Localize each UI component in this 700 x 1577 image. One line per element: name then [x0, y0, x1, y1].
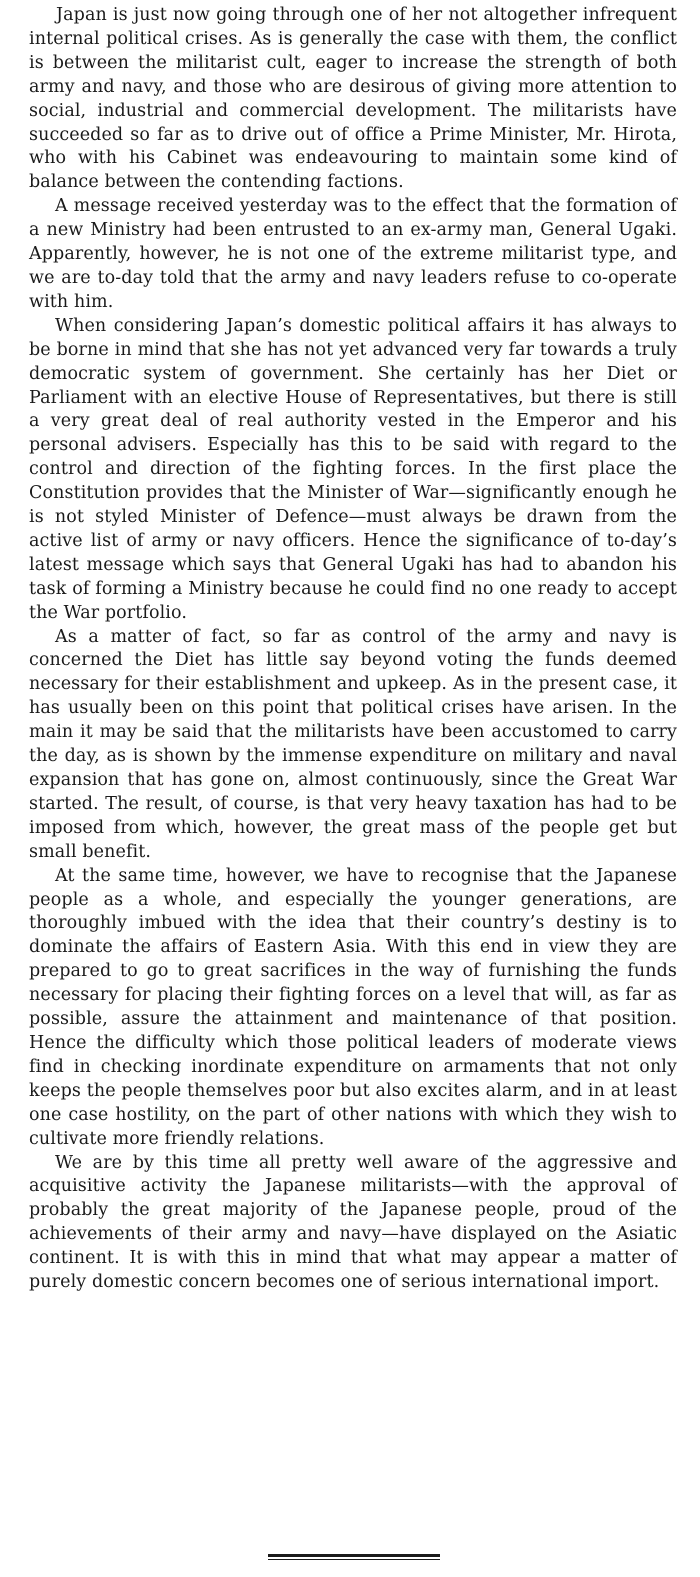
end-of-article-rule [268, 1554, 440, 1560]
rule-thin [268, 1559, 440, 1560]
rule-thick [268, 1554, 440, 1557]
article-paragraph-2: A message received yesterday was to the effect that the formation of a new Ministry had been entrusted to an ex-army man, General Ugaki. Apparently, however, he is not one of the extreme militarist type, and we are to-day told that the army and navy leaders refuse to co-operate with him. [29, 196, 677, 312]
article-paragraph-5: At the same time, however, we have to recognise that the Japanese people as a whole, and especially the younger generations, are thoroughly imbued with the idea that their country’s destiny is to dominate the affairs of Eastern Asia. With this end in view they are prepared to go to great sacrifices in the way of furnishing the funds necessary for placing their fighting forces on a level that will, as far as possible, assure the attainment and maintenance of that position. Hence the difficulty which those political leaders of moderate views find in checking inordinate expenditure on armaments that not only keeps the people themselves poor but also excites alarm, and in at least one case hostility, on the part of other nations with which they wish to cultivate more friendly relations. [29, 865, 677, 1149]
article-paragraph-3: When considering Japan’s domestic political affairs it has always to be borne in mind that she has not yet advanced very far towards a truly democratic system of government. She certainly has her Diet or Parliament with an elective House of Representatives, but there is still a very great deal of real authority vested in the Emperor and his personal advisers. Especially has this to be said with regard to the control and direction of the fighting forces. In the first place the Constitution provides that the Minister of War—significantly enough he is not styled Minister of Defence—must always be drawn from the active list of army or navy officers. Hence the significance of to-day’s latest message which says that General Ugaki has had to abandon his task of forming a Ministry because he could find no one ready to accept the War portfolio. [29, 315, 677, 623]
article-paragraph-6: We are by this time all pretty well aware of the aggressive and acquisitive activity the Japanese militarists—with the approval of probably the great majority of the Japanese people, proud of the achievements of their army and navy—have displayed on the Asiatic continent. It is with this in mind that what may appear a matter of purely domestic concern becomes one of serious international import. [29, 1152, 677, 1293]
article-body [29, 4, 677, 1295]
article-paragraph-1: Japan is just now going through one of her not altogether infrequent internal political crises. As is generally the case with them, the conflict is between the militarist cult, eager to increase the strength of both army and navy, and those who are desirous of giving more attention to social, industrial and commercial development. The militarists have succeeded so far as to drive out of office a Prime Minister, Mr. Hirota, who with his Cabinet was endeavouring to maintain some kind of balance between the contending factions. [29, 5, 677, 193]
article-paragraph-4: As a matter of fact, so far as control of the army and navy is concerned the Diet has little say beyond voting the funds deemed necessary for their establishment and upkeep. As in the present case, it has usually been on this point that political crises have arisen. In the main it may be said that the militarists have been accustomed to carry the day, as is shown by the immense expenditure on military and naval expansion that has gone on, almost continuously, since the Great War started. The result, of course, is that very heavy taxation has had to be imposed from which, however, the great mass of the people get but small benefit. [29, 626, 677, 862]
